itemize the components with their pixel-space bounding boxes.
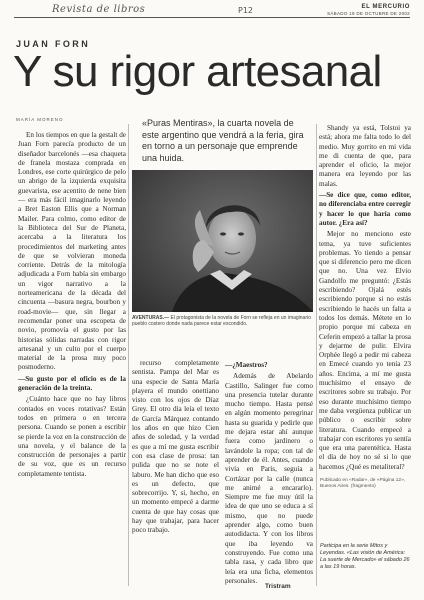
interview-question: —Se dice que, como editor, no diferenciaba entre corregir y hacer lo que haría como autor. ¿Era así?: [319, 191, 412, 227]
caption-text: El protagonista de la novela de Forn se refleja en un imaginario pueblo costero donde nada parece estar escondido.: [132, 315, 311, 328]
interview-question: —Su gusto por el oficio es de la generación de la treinta.: [18, 374, 126, 393]
paragraph: Además de Abelardo Castillo, Salinger fue como una presencia tutelar durante mucho tiempo. Hasta pensé en algún momento peregrinar hasta su guarida y pedirle que me dejara estar ahí aunque fuera como jardinero o lavándole la ropa; con tal de aprender de él. Antes, cuando vivía en París, seguía a Cortázar por la calle (nunca me animé a encararlo). Siempre me fue muy útil la idea de que uno se educa a sí mismo, que no puede aprender algo, como buen autodidacta. Y con los libros que iba leyendo va construyendo. Fue como una tabla rasa, y cada libro que leía era una ficha, elementos personales.: [225, 372, 313, 585]
newspaper-name: EL MERCURIO: [361, 4, 410, 10]
pull-quote: «Puras Mentiras», la cuarta novela de este argentino que vendrá a la feria, gira en torno a un personaje que emprende una huida.: [142, 118, 304, 163]
caption-lead: AVENTURAS.—: [132, 315, 170, 321]
header-rule: [14, 17, 410, 18]
paragraph: Shandy ya está, Tolstoi ya está; ahora me falta todo lo del medio. Muy gorrito en mi vida me di cuenta de que, para aprender el oficio, la mejor manera era leyendo por las malas.: [319, 124, 411, 188]
photo-caption: [132, 315, 313, 327]
article-column-middle: [132, 359, 219, 535]
handwritten-note: Revista de libros: [52, 4, 146, 15]
paragraph: Mejor no menciono este tema, ya tuve suficientes problemas. Yo tiendo a pensar que si diferencio pero me dicen que no. Una vez Elvio Gandolfo me preguntó: ¿Estás escribiendo? Ojalá estés escribiendo porque si no estás escribiendo le hacés un falta a todos los demás. Métete en lo propio porque mi cabeza en Ceferin empezó a tallar la prosa y dejarme de pulir. Elvira Orphée llegó a pedir mi cabeza en Emecé cuando yo tenía 23 años. Encima, a mí me gusta muchísimo el ensayo de escritores sobre su trabajo. Por eso durante muchísimo tiempo me daba vergüenza publicar un público o escribir sobre literatura. Cuando empecé a trabajar con escritores yo sentía que era una parentética. Hasta el día de hoy no sé si lo que hacemos ¿Qué es metaliteral?: [319, 230, 411, 471]
newspaper-date: SÁBADO 19 DE OCTUBRE DE 2002: [327, 11, 410, 16]
column-divider: [316, 124, 317, 586]
handwritten-page-mark: P12: [238, 6, 254, 15]
article-column-right: [319, 124, 411, 473]
paragraph: recurso completamente sentista. Pampa del Mar es una especie de Santa María playera el mundo onettiano visto con los ojos de Díaz Grey. El otro día leía el texto de García Márquez contando los años en que hizo Cien años de soledad, y la verdad es que a mí me gusta escribir con esa clase de prosa: tan pulida que no se note el laburo. Me han dicho que eso es un defecto, que sobrecorrijo. Y, sí, hecho, en un momento empecé a darme cuenta de que hay cosas que hay que trabajar, para hacer poco trabajo.: [132, 359, 219, 535]
article-kicker: JUAN FORN: [16, 39, 91, 49]
article-column-center: [225, 359, 313, 585]
article-column-left: [18, 131, 126, 586]
paragraph: En los tiempos en que la gestalt de Juan Forn parecía producto de un diseñador barcelonés —esa chaqueta de franela mostaza comprada en Londres, ese corte quirúrgico de pelo un abrigo de la izquierda exquisita guevarista, ese acentito de nene bien— era más fácil imaginarlo leyendo a Bret Easton Ellis que a Norman Mailer. Para colmo, como editor de la Biblioteca del Sur de Planeta, acercaba a la literatura los procedimientos del marketing antes de que se volvieran moneda corriente. Detrás de la mitología adjudicada a Forn había sin embargo un vigor narrativo a la norteamericana de la década del cincuenta —basura negra, bourbon y road-movie— que, sin llegar a recomendar poner una escopeta de novio, promovía el gusto por las historias sólidas narradas con rigor artesanal y un culto por el cuerpo material de la prosa muy poco posmoderno.: [18, 131, 126, 372]
interview-question: —¿Maestros?: [225, 361, 268, 369]
paragraph: ¿Cuánto hace que no hay libros contados en voces rotativas? Están todos en primera o en tercera persona. Cuando se ponen a escribir se pierde la voz en la construcción de una novela, y el balance de la construcción de personajes a partir de su voz, que es un recurso completamente tentista.: [18, 395, 126, 478]
source-footnote: Publicado en «Radar», de «Página 12», Buenos Aires. (fragmento): [320, 478, 406, 489]
portrait-image: [132, 170, 313, 312]
column-divider: [128, 124, 129, 586]
author-photo: [132, 170, 313, 312]
author-signoff: Tristram: [265, 583, 291, 590]
article-headline: Y su rigor artesanal: [13, 47, 382, 96]
event-note: Participa en la serie Mitos y Leyendas. «Las visión de América: La suerte de Mercado» el sábado 26 a las 19 horas.: [320, 543, 410, 570]
article-byline: MARÍA MORENO: [16, 117, 64, 122]
